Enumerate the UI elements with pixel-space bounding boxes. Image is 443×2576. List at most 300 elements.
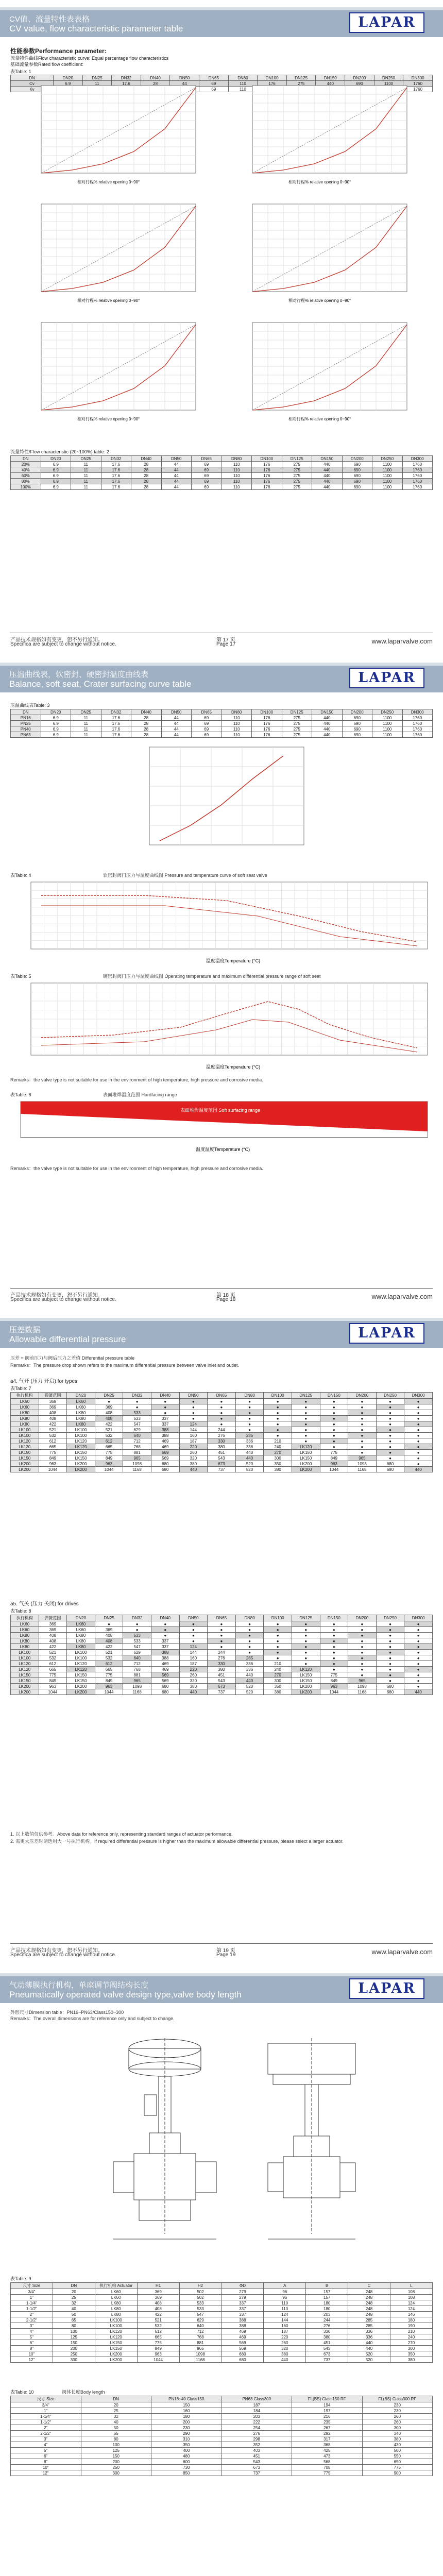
table-cell: 200: [81, 2459, 151, 2465]
table-cell: FL(BS) Class150 RF: [292, 2396, 363, 2402]
footer-note-cn: 产品技术规格如有变更，恕不另行通知。: [10, 637, 103, 643]
table-cell: ●: [404, 1667, 433, 1672]
table-cell: 弹簧范围: [39, 1615, 67, 1621]
table-cell: 44: [161, 726, 192, 732]
table-cell: 240: [264, 1444, 292, 1450]
table-cell: LK200: [292, 1689, 320, 1695]
table-cell: DN80: [235, 1393, 264, 1399]
table-cell: 965: [179, 2346, 222, 2351]
table-10-caption: 阀体长度Body length: [62, 2389, 105, 2395]
table-cell: LK80: [67, 1421, 95, 1427]
table-cell: 708: [292, 2465, 363, 2470]
table-cell: 543: [306, 2346, 348, 2351]
table-cell: ●: [404, 1450, 433, 1455]
table-cell: 260: [264, 2340, 306, 2346]
table-cell: 712: [123, 1661, 151, 1667]
table-cell: 275: [282, 721, 312, 726]
table-cell: 执行机构 Actuator: [95, 2283, 137, 2289]
table-cell: 108: [390, 2289, 433, 2295]
table-cell: LK120: [67, 1667, 95, 1672]
table-cell: 629: [123, 1650, 151, 1655]
table-cell: ●: [95, 1399, 123, 1404]
axis-label: 温度温度Temperature (°C): [206, 1064, 261, 1070]
table-cell: ●: [404, 1621, 433, 1627]
table-cell: 1760: [402, 726, 433, 732]
table-cell: 254: [222, 2425, 292, 2431]
table-cell: ●: [320, 1427, 348, 1433]
table-cell: 12": [11, 2470, 81, 2476]
soft-seat-pt-chart: [10, 880, 433, 968]
table-cell: 500: [362, 2448, 433, 2453]
table-cell: 775: [95, 1672, 123, 1678]
table-cell: LK80: [11, 1410, 39, 1416]
table-cell: 11: [71, 479, 101, 484]
table-cell: LK100: [67, 1433, 95, 1438]
table-cell: 244: [306, 2317, 348, 2323]
table-cell: DN150: [312, 709, 343, 715]
table-cell: 44: [161, 467, 192, 473]
table-cell: 尺寸 Size: [11, 2283, 53, 2289]
table-cell: 690: [345, 81, 374, 87]
table-row: [11, 1455, 433, 1461]
table-cell: ●: [348, 1655, 377, 1661]
table-cell: 8": [11, 2346, 53, 2351]
table-cell: 569: [151, 1455, 179, 1461]
pneumatic-dimension-table: [10, 2282, 433, 2363]
table-cell: ●: [376, 1638, 404, 1644]
table-cell: ●: [348, 1433, 377, 1438]
table-cell: 28: [131, 479, 162, 484]
table-row: [11, 709, 433, 715]
table-cell: 144: [179, 1427, 208, 1433]
table-cell: 369: [39, 1621, 67, 1627]
table-cell: DN25: [95, 1393, 123, 1399]
table-cell: 440: [312, 484, 343, 490]
table-cell: LK150: [292, 1455, 320, 1461]
table-cell: 569: [222, 2340, 264, 2346]
table-cell: ●: [404, 1410, 433, 1416]
table-cell: DN25: [95, 1615, 123, 1621]
header-title-cn: 气动薄膜执行机构，单座调节阀结构长度: [9, 1981, 149, 1990]
table-cell: ●: [235, 1421, 264, 1427]
table-cell: 3/4": [11, 2289, 53, 2295]
table-cell: 775: [39, 1672, 67, 1678]
table-cell: ●: [264, 1433, 292, 1438]
table-cell: 17.6: [101, 467, 131, 473]
table-cell: ●: [264, 1421, 292, 1427]
table-cell: LK150: [67, 1672, 95, 1678]
table-cell: 3": [11, 2436, 81, 2442]
table-cell: 521: [95, 1427, 123, 1433]
table-cell: 28: [131, 473, 162, 479]
table-cell: ●: [292, 1621, 320, 1627]
table-cell: 673: [222, 2465, 292, 2470]
table-cell: LK100: [95, 2317, 137, 2323]
table-row: [11, 473, 433, 479]
table-cell: DN40: [141, 75, 170, 81]
table-cell: ●: [264, 1410, 292, 1416]
flow-chart-5: [21, 319, 211, 428]
intro-1: 压差 = 阀前压力与阀后压力之差值 Differential pressure table: [10, 1355, 135, 1361]
table-9-label: 表Table: 9: [10, 2276, 31, 2281]
table-cell: DN20: [41, 456, 71, 462]
header-title-en: Balance, soft seat, Crater surfacing curve table: [9, 679, 192, 689]
table-cell: ●: [235, 1627, 264, 1633]
table-cell: 1760: [402, 462, 433, 467]
table-cell: ●: [235, 1638, 264, 1644]
table-cell: PN16: [11, 715, 41, 721]
table-cell: 737: [306, 2357, 348, 2363]
table-cell: 230: [362, 2408, 433, 2414]
table-row: [11, 1621, 433, 1627]
table-cell: ●: [151, 1633, 179, 1638]
table-cell: 849: [320, 1455, 348, 1461]
table-cell: 275: [282, 715, 312, 721]
table-cell: 612: [39, 1661, 67, 1667]
table-cell: LK60: [11, 1621, 39, 1627]
table-cell: 1100: [372, 732, 403, 738]
table-cell: DN40: [131, 709, 162, 715]
table-cell: 337: [222, 2312, 264, 2317]
table-cell: 1760: [403, 87, 433, 92]
table-cell: 44: [161, 721, 192, 726]
table-cell: 422: [39, 1644, 67, 1650]
table-cell: 440: [312, 726, 343, 732]
table-cell: 440: [404, 1689, 433, 1695]
table-cell: 20: [53, 2289, 95, 2295]
table-row: [11, 1633, 433, 1638]
table-cell: ●: [320, 1650, 348, 1655]
table-cell: 369: [137, 2295, 179, 2300]
table-cell: 69: [192, 462, 222, 467]
table-cell: ●: [404, 1427, 433, 1433]
table-cell: 425: [292, 2448, 363, 2453]
table-cell: LK100: [67, 1655, 95, 1661]
table-cell: 521: [39, 1427, 67, 1433]
table-cell: 547: [179, 2312, 222, 2317]
table-cell: ●: [404, 1655, 433, 1661]
table-cell: LK80: [67, 1416, 95, 1421]
table-cell: 408: [95, 1410, 123, 1416]
table-cell: 4": [11, 2442, 81, 2448]
table-cell: DN125: [292, 1393, 320, 1399]
table-cell: 1098: [179, 2351, 222, 2357]
table-cell: 160: [151, 2408, 222, 2414]
table-cell: 187: [264, 2329, 306, 2334]
table-cell: 569: [151, 1678, 179, 1684]
table-cell: 65: [81, 2431, 151, 2436]
table-cell: 160: [264, 2323, 306, 2329]
table-row: [11, 2414, 433, 2419]
table-cell: 69: [192, 467, 222, 473]
table-cell: 849: [320, 1678, 348, 1684]
table-row: [11, 2419, 433, 2425]
table-cell: 480: [151, 2453, 222, 2459]
table-cell: ●: [208, 1410, 236, 1416]
table-cell: 775: [292, 2470, 363, 2476]
table-row: [11, 1689, 433, 1695]
chart-axis-label: 相对行程% relative opening 0~90°: [77, 180, 140, 184]
header-title-cn: 压差数据: [9, 1326, 41, 1334]
table-cell: ●: [264, 1404, 292, 1410]
table-cell: 350: [264, 1461, 292, 1467]
table-cell: ●: [320, 1627, 348, 1633]
table-row: [11, 2442, 433, 2448]
table-cell: 690: [342, 467, 372, 473]
table-cell: 180: [306, 2306, 348, 2312]
table-cell: DN65: [199, 75, 229, 81]
table-cell: 110: [222, 467, 252, 473]
flow-chart-3: [21, 201, 211, 309]
table-cell: ●: [235, 1399, 264, 1404]
table-row: [11, 456, 433, 462]
table-cell: ●: [376, 1644, 404, 1650]
table-cell: 440: [179, 1467, 208, 1472]
table-cell: 1098: [123, 1684, 151, 1689]
table-cell: 737: [208, 1689, 236, 1695]
table-cell: 96: [264, 2289, 306, 2295]
page-1: [0, 0, 443, 655]
perf-title: 性能参数Performance parameter:: [10, 47, 107, 55]
table-row: [11, 1638, 433, 1644]
table-cell: ●: [292, 1661, 320, 1667]
table-cell: LK80: [67, 1633, 95, 1638]
intro-2: Remarks：The pressure drop shown refers to the maximum differential pressure between valve inlet and outlet.: [10, 1363, 240, 1368]
table-cell: LK150: [67, 1450, 95, 1455]
table-cell: 673: [208, 1461, 236, 1467]
table-3-label: 压温曲线表Table: 3: [10, 703, 50, 708]
table-cell: 3": [11, 2323, 53, 2329]
table-cell: 543: [222, 2459, 292, 2465]
table-8-label: 表Table: 8: [10, 1608, 31, 1614]
table-cell: 1098: [348, 1461, 377, 1467]
table-cell: 276: [222, 2431, 292, 2436]
table-cell: ●: [292, 1404, 320, 1410]
table-cell: 451: [208, 1450, 236, 1455]
pneumatic-body-length-table: [10, 2396, 433, 2476]
table-cell: 6.9: [41, 479, 71, 484]
footer-note-en: Specifica are subject to change without notice.: [10, 1297, 116, 1302]
table-cell: 25: [81, 2408, 151, 2414]
table-cell: 336: [235, 1444, 264, 1450]
table-row: [11, 2431, 433, 2436]
table-cell: 337: [151, 1416, 179, 1421]
table-cell: 369: [95, 1627, 123, 1633]
table-cell: 275: [282, 467, 312, 473]
table-cell: 110: [228, 87, 258, 92]
band-label: 表面堆焊温度范围 Soft surfacing range: [180, 1108, 261, 1113]
table-cell: PN63 Class300: [222, 2396, 292, 2402]
table-cell: 194: [292, 2402, 363, 2408]
table-cell: 11: [71, 732, 101, 738]
table-cell: ●: [376, 1661, 404, 1667]
table-cell: 285: [348, 2317, 390, 2323]
remarks-2: Remarks：the valve type is not suitable for use in the environment of high temperature, high pressure and corrosive media.: [10, 1166, 263, 1171]
table-cell: 20: [81, 2402, 151, 2408]
table-cell: ●: [123, 1627, 151, 1633]
table-cell: 弹簧范围: [39, 1393, 67, 1399]
table-cell: DN25: [71, 709, 101, 715]
table-cell: DN20: [67, 1615, 95, 1621]
table-cell: 380: [390, 2357, 433, 2363]
table-cell: DN125: [282, 709, 312, 715]
table-cell: ●: [320, 1638, 348, 1644]
table-cell: ●: [179, 1621, 208, 1627]
table-cell: 1760: [402, 473, 433, 479]
table-cell: 665: [95, 1444, 123, 1450]
lapar-logo: LAPAR: [349, 12, 424, 33]
table-cell: LK150: [67, 1678, 95, 1684]
table-cell: 612: [137, 2329, 179, 2334]
table-cell: ●: [179, 1638, 208, 1644]
table-cell: ●: [264, 1650, 292, 1655]
table-cell: 5": [11, 2448, 81, 2453]
table-cell: DN80: [228, 75, 258, 81]
table-cell: ●: [348, 1661, 377, 1667]
table-row: [11, 2357, 433, 2363]
table-cell: DN300: [403, 75, 433, 81]
table-cell: LK150: [11, 1678, 39, 1684]
table-cell: 110: [222, 715, 252, 721]
table-cell: ●: [320, 1633, 348, 1638]
table-cell: 11: [71, 715, 101, 721]
table-cell: 336: [235, 1661, 264, 1667]
table-cell: LK100: [67, 1427, 95, 1433]
table-cell: ●: [320, 1444, 348, 1450]
table-cell: DN250: [372, 456, 403, 462]
table-cell: ●: [292, 1638, 320, 1644]
page-header: [0, 663, 443, 692]
table-cell: DN65: [208, 1393, 236, 1399]
table-cell: 1-1/2": [11, 2306, 53, 2312]
table-cell: ●: [292, 1655, 320, 1661]
table-cell: 388: [222, 2323, 264, 2329]
table-cell: 300: [264, 1455, 292, 1461]
table-cell: 32: [53, 2300, 95, 2306]
table-cell: LK80: [11, 1633, 39, 1638]
table-cell: ●: [208, 1638, 236, 1644]
table-cell: 8": [11, 2459, 81, 2465]
table-cell: LK200: [67, 1684, 95, 1689]
table-cell: DN200: [342, 456, 372, 462]
table-row: [11, 2436, 433, 2442]
table-cell: 125: [53, 2334, 95, 2340]
header-title-en: CV value, flow characteristic parameter table: [9, 24, 183, 33]
differential-pressure-table-a: [10, 1392, 433, 1472]
table-cell: ●: [376, 1433, 404, 1438]
table-cell: 440: [312, 467, 343, 473]
table-1-label: 表Table: 1: [10, 69, 31, 74]
table-cell: 1044: [39, 1467, 67, 1472]
website-link[interactable]: www.laparvalve.com: [371, 1293, 433, 1300]
lapar-logo: LAPAR: [349, 1323, 424, 1344]
table-cell: DN125: [292, 1615, 320, 1621]
table-row: [11, 2295, 433, 2300]
table-cell: ●: [404, 1421, 433, 1427]
table-cell: ●: [208, 1644, 236, 1650]
table-cell: ●: [320, 1399, 348, 1404]
table-cell: 520: [235, 1467, 264, 1472]
table-cell: DN40: [131, 456, 162, 462]
table-cell: 275: [286, 81, 316, 87]
table-cell: 1168: [123, 1689, 151, 1695]
table-cell: 240: [390, 2334, 433, 2340]
table-cell: 768: [123, 1667, 151, 1672]
table-cell: LK150: [11, 1672, 39, 1678]
table-cell: 4": [11, 2329, 53, 2334]
table-cell: 380: [179, 1684, 208, 1689]
pressure-curve-chart: [129, 743, 314, 861]
table-cell: 11: [71, 467, 101, 473]
table-cell: LK120: [67, 1661, 95, 1667]
table-row: [11, 2283, 433, 2289]
table-cell: 963: [320, 1684, 348, 1689]
table-cell: ●: [264, 1399, 292, 1404]
table-cell: FL(BS) Class300 RF: [362, 2396, 433, 2402]
table-cell: 881: [123, 1672, 151, 1678]
table-cell: 260: [179, 1450, 208, 1455]
table-cell: DN32: [112, 75, 141, 81]
table-cell: ●: [348, 1421, 377, 1427]
table-row: [11, 2306, 433, 2312]
table-cell: 176: [252, 715, 282, 721]
website-link[interactable]: www.laparvalve.com: [371, 637, 433, 645]
table-cell: ●: [179, 1416, 208, 1421]
table-cell: ●: [208, 1633, 236, 1638]
table-cell: 1100: [372, 462, 403, 467]
table-cell: 440: [312, 721, 343, 726]
table-cell: 298: [222, 2436, 292, 2442]
table-cell: DN25: [71, 456, 101, 462]
table-cell: 28: [131, 467, 162, 473]
table-row: DN DN20 DN25 DN32 DN40 DN50 DN65 DN80 DN100 DN125 DN150 DN200 DN250 DN300: [11, 75, 433, 81]
table-cell: LK150: [95, 2340, 137, 2346]
table-cell: 440: [404, 1467, 433, 1472]
table-cell: LK100: [67, 1650, 95, 1655]
table-cell: 1100: [372, 715, 403, 721]
table-cell: ●: [320, 1621, 348, 1627]
table-cell: 440: [316, 81, 345, 87]
website-link[interactable]: www.laparvalve.com: [371, 1948, 433, 1956]
table-cell: ●: [235, 1633, 264, 1638]
table-cell: DN300: [402, 709, 433, 715]
table-cell: 1760: [403, 81, 433, 87]
table-cell: ●: [292, 1627, 320, 1633]
table-cell: LK200: [67, 1461, 95, 1467]
page-number: 第 19 页: [216, 1948, 235, 1954]
table-cell: ●: [264, 1655, 292, 1661]
table-cell: 600: [151, 2459, 222, 2465]
table-cell: 124: [390, 2306, 433, 2312]
table-cell: DN300: [404, 1615, 433, 1621]
table-cell: 965: [348, 1455, 377, 1461]
table-cell: 532: [39, 1655, 67, 1661]
table-cell: 279: [222, 2295, 264, 2300]
table-cell: 300: [53, 2357, 95, 2363]
table-cell: 28: [141, 81, 170, 87]
table-cell: ●: [235, 1427, 264, 1433]
table-cell: 275: [282, 462, 312, 467]
table-cell: ●: [348, 1444, 377, 1450]
table-cell: 203: [222, 2414, 292, 2419]
table-cell: 408: [39, 1410, 67, 1416]
table-cell: 612: [39, 1438, 67, 1444]
table-cell: 300: [362, 2425, 433, 2431]
table-cell: 248: [348, 2306, 390, 2312]
table-cell: 640: [179, 2323, 222, 2329]
table-cell: 400: [151, 2448, 222, 2453]
table-row: [11, 2448, 433, 2453]
